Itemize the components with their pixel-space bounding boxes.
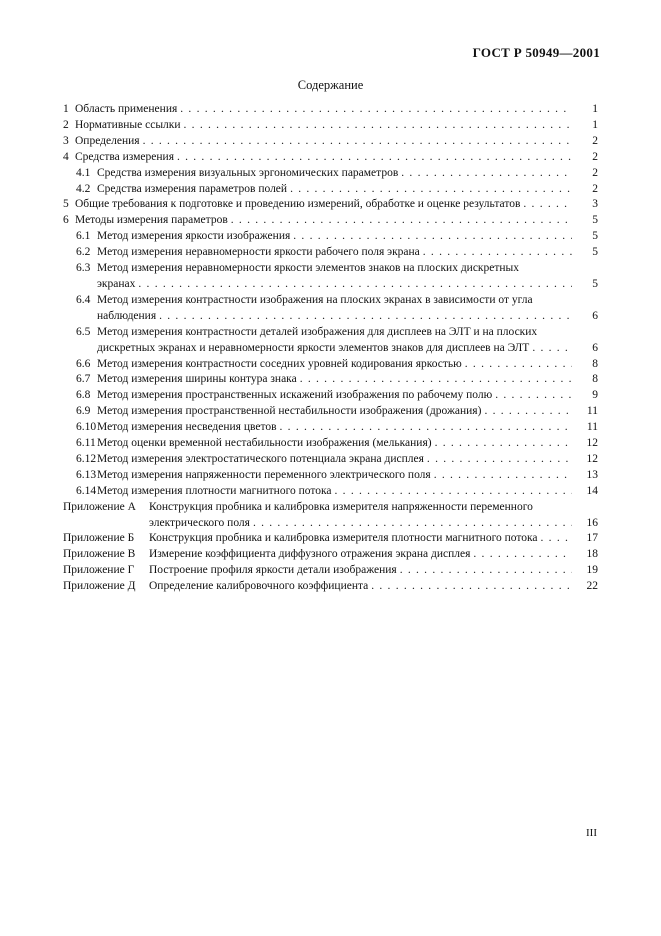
toc-page-number: 2	[592, 182, 598, 195]
toc-entry-text: Область применения	[75, 103, 178, 115]
toc-entry-text: Метод измерения неравномерности яркости рабочего поля экрана	[97, 246, 420, 259]
toc-entry-text: Конструкция пробника и калибровка измерителя напряженности переменного	[149, 500, 533, 513]
toc-entry-text: Метод измерения пространственной нестабильности изображения (дрожания)	[97, 405, 482, 418]
toc-page-number: 2	[592, 150, 598, 163]
toc-page-number: 12	[586, 437, 598, 450]
toc-page-number: 8	[592, 357, 598, 370]
toc-entry-text: Конструкция пробника и калибровка измерителя плотности магнитного потока	[149, 532, 538, 545]
toc-entry-line	[76, 388, 574, 404]
toc-entry-line	[63, 516, 574, 532]
toc-page-number: 13	[586, 468, 598, 481]
leader-dots	[138, 277, 572, 293]
toc-page-number: 12	[586, 452, 598, 465]
toc-entry-line	[63, 150, 574, 166]
toc-entry[interactable]	[63, 182, 598, 198]
toc-page-number: 1	[592, 118, 598, 131]
toc-entry-text: дискретных экранах и неравномерности яркости элементов знаков для дисплеев на ЭЛТ	[97, 341, 530, 354]
toc-entry-text: Метод измерения электростатического потенциала экрана дисплея	[97, 452, 424, 465]
toc-entry[interactable]	[63, 468, 598, 484]
toc-appendix-entry[interactable]	[63, 563, 598, 579]
toc-page-number: 5	[592, 214, 598, 227]
toc-entry-line	[76, 182, 574, 198]
leader-dots	[335, 484, 572, 500]
toc-entry-text: Средства измерения визуальных эргономических параметров	[97, 166, 399, 179]
toc-entry-text: Метод измерения неравномерности яркости элементов знаков на плоских дискретных	[97, 262, 520, 275]
toc-entry-number: 6.7	[76, 373, 91, 386]
toc-entry[interactable]	[63, 325, 598, 357]
toc-page-number: 14	[586, 484, 598, 497]
toc-entry-number: 5	[63, 198, 69, 211]
toc-entry-number: 6.4	[76, 293, 91, 306]
toc-entry[interactable]	[63, 134, 598, 150]
toc-page-number: 22	[586, 580, 598, 593]
toc-entry[interactable]	[63, 293, 598, 325]
toc-entry-line	[76, 309, 574, 325]
toc-entry-text: Построение профиля яркости детали изображения	[149, 564, 397, 577]
leader-dots	[541, 531, 572, 547]
toc-entry-line	[63, 531, 574, 547]
leader-dots	[177, 150, 572, 166]
toc-entry-text: Общие требования к подготовке и проведению измерений, обработке и оценке результатов	[75, 198, 521, 211]
leader-dots	[300, 372, 572, 388]
toc-entry-number: 4	[63, 150, 69, 163]
toc-entry[interactable]	[63, 420, 598, 436]
leader-dots	[400, 563, 572, 579]
toc-entry-number: 6.8	[76, 389, 91, 402]
toc-entry-number: 6.2	[76, 246, 91, 259]
toc-entry-text: Измерение коэффициента диффузного отражения экрана дисплея	[149, 548, 471, 561]
toc-entry-line	[63, 197, 574, 213]
leader-dots	[231, 213, 572, 229]
toc-entry-text: наблюдения	[97, 309, 157, 322]
appendix-label: Приложение А	[63, 500, 136, 513]
toc-entry-line	[63, 547, 574, 563]
toc-entry-line	[63, 102, 574, 118]
toc-page-number: 16	[586, 516, 598, 529]
toc-entry[interactable]	[63, 484, 598, 500]
toc-page-number: 6	[592, 309, 598, 322]
toc-entry-text: Метод измерения контрастности соседних уровней кодирования яркостью	[97, 357, 462, 370]
toc-entry-line	[76, 341, 574, 357]
toc-entry[interactable]	[63, 102, 598, 118]
toc-page-number: 11	[586, 405, 598, 418]
appendix-label: Приложение Б	[63, 532, 135, 545]
toc-entry-text: Метод оценки временной нестабильности изображения (мелькания)	[97, 437, 432, 450]
toc-entry-number: 4.2	[76, 182, 91, 195]
toc-entry[interactable]	[63, 150, 598, 166]
leader-dots	[143, 134, 572, 150]
leader-dots	[495, 388, 572, 404]
toc-entry[interactable]	[63, 118, 598, 134]
toc-entry-number: 6.13	[76, 468, 97, 481]
toc-entry-text: Методы измерения параметров	[75, 214, 228, 227]
toc-entry-text: Метод измерения контрастности изображения на плоских экранах в зависимости от угла	[97, 293, 533, 306]
toc-page-number: 1	[592, 103, 598, 115]
toc-page-number: 5	[592, 230, 598, 243]
document-code: ГОСТ Р 50949—2001	[472, 45, 600, 60]
toc-entry-text: Метод измерения несведения цветов	[97, 421, 277, 434]
toc-entry-line	[76, 277, 574, 293]
toc-entry-number: 6.10	[76, 421, 97, 434]
toc-entry-number: 6.5	[76, 325, 91, 338]
toc-entry-text: Определения	[75, 134, 140, 147]
toc-entry-text: Метод измерения ширины контура знака	[97, 373, 297, 386]
toc-entry[interactable]	[63, 166, 598, 182]
toc-entry-number: 3	[63, 134, 69, 147]
leader-dots	[159, 309, 572, 325]
appendix-label: Приложение В	[63, 548, 136, 561]
toc-entry-text: Метод измерения напряженности переменного электрического поля	[97, 468, 431, 481]
toc-entry[interactable]	[63, 357, 598, 373]
toc-entry[interactable]	[63, 229, 598, 245]
toc-entry-line	[76, 166, 574, 182]
toc-entry-line	[63, 213, 574, 229]
toc-entry-text: экранах	[97, 277, 136, 290]
toc-appendix-entry[interactable]	[63, 531, 598, 547]
toc-entry-text: электрического поля	[149, 516, 250, 529]
leader-dots	[293, 229, 572, 245]
toc-entry-line	[76, 404, 574, 420]
leader-dots	[532, 341, 572, 357]
toc-entry-line	[76, 452, 574, 468]
toc-entry-number: 6.3	[76, 262, 91, 275]
toc-appendix-entry[interactable]	[63, 579, 598, 595]
toc-entry[interactable]	[63, 436, 598, 452]
toc-entry-number: 6.1	[76, 230, 91, 243]
toc-page-number: 3	[592, 198, 598, 211]
toc-entry-line	[76, 261, 574, 277]
toc-entry-number: 6.9	[76, 405, 91, 418]
toc-page-number: 2	[592, 166, 598, 179]
toc-entry[interactable]	[63, 197, 598, 213]
toc-entry-line	[63, 563, 574, 579]
toc-appendix-entry[interactable]	[63, 500, 598, 532]
toc-page-number: 11	[586, 421, 598, 434]
leader-dots	[434, 468, 572, 484]
toc-entry-number: 6.11	[76, 437, 96, 450]
leader-dots	[473, 547, 572, 563]
leader-dots	[280, 420, 572, 436]
leader-dots	[523, 197, 572, 213]
toc-entry-number: 6.14	[76, 484, 97, 497]
toc-page-number: 9	[592, 389, 598, 402]
toc-page-number: 19	[586, 564, 598, 577]
toc-entry-number: 6.12	[76, 452, 97, 465]
leader-dots	[484, 404, 572, 420]
toc-entry-line	[76, 468, 574, 484]
toc-page-number: 17	[586, 532, 598, 545]
toc-entry-text: Метод измерения пространственных искажений изображения по рабочему полю	[97, 389, 493, 402]
toc-entry[interactable]	[63, 213, 598, 229]
toc-entry-text: Средства измерения	[75, 150, 174, 163]
appendix-label: Приложение Г	[63, 564, 135, 577]
toc-entry-text: Средства измерения параметров полей	[97, 182, 288, 195]
toc-entry-line	[63, 579, 574, 595]
toc-entry-text: Метод измерения контрастности деталей изображения для дисплеев на ЭЛТ и на плоских	[97, 325, 538, 338]
leader-dots	[184, 118, 572, 134]
toc-entry[interactable]	[63, 404, 598, 420]
leader-dots	[253, 516, 572, 532]
toc-entry-line	[76, 245, 574, 261]
toc-entry-line	[76, 229, 574, 245]
toc-entry-text: Определение калибровочного коэффициента	[149, 580, 369, 593]
table-of-contents	[63, 102, 598, 595]
toc-page-number: 5	[592, 246, 598, 259]
leader-dots	[401, 166, 572, 182]
toc-page-number: 6	[592, 341, 598, 354]
toc-page-number: 8	[592, 373, 598, 386]
toc-entry[interactable]	[63, 245, 598, 261]
toc-entry-text: Метод измерения яркости изображения	[97, 230, 291, 243]
leader-dots	[290, 182, 572, 198]
toc-entry-number: 4.1	[76, 166, 91, 179]
leader-dots	[371, 579, 572, 595]
toc-entry-number: 6.6	[76, 357, 91, 370]
toc-entry[interactable]	[63, 452, 598, 468]
page-folio: III	[586, 827, 597, 839]
toc-entry-line	[63, 134, 574, 150]
leader-dots	[423, 245, 572, 261]
toc-entry[interactable]	[63, 372, 598, 388]
toc-entry-line	[63, 500, 574, 516]
toc-title: Содержание	[297, 78, 364, 92]
leader-dots	[435, 436, 572, 452]
toc-entry[interactable]	[63, 388, 598, 404]
toc-appendix-entry[interactable]	[63, 547, 598, 563]
toc-entry-line	[76, 293, 574, 309]
toc-page-number: 2	[592, 134, 598, 147]
toc-entry-line	[76, 372, 574, 388]
toc-entry-line	[76, 325, 574, 341]
toc-page-number: 5	[592, 277, 598, 290]
toc-entry[interactable]	[63, 261, 598, 293]
toc-entry-line	[76, 420, 574, 436]
toc-entry-line	[63, 118, 574, 134]
toc-entry-number: 6	[63, 214, 69, 227]
toc-entry-line	[76, 357, 574, 373]
appendix-label: Приложение Д	[63, 580, 136, 593]
toc-entry-number: 1	[63, 103, 69, 115]
leader-dots	[427, 452, 572, 468]
toc-entry-number: 2	[63, 118, 69, 131]
toc-entry-text: Метод измерения плотности магнитного потока	[97, 484, 332, 497]
toc-entry-text: Нормативные ссылки	[75, 118, 181, 131]
toc-entry-line	[76, 436, 574, 452]
leader-dots	[465, 357, 572, 373]
toc-page-number: 18	[586, 548, 598, 561]
leader-dots	[180, 102, 572, 118]
toc-entry-line	[76, 484, 574, 500]
